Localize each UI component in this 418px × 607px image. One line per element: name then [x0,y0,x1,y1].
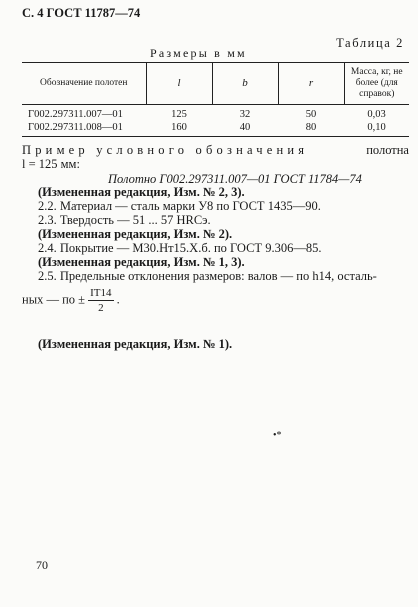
dimensions-table [22,62,409,137]
table-number: Таблица 2 [336,36,404,50]
table-row [22,105,409,122]
print-mark: •* [273,430,282,441]
fraction-denominator: 2 [98,302,104,314]
table-cell: Г002.297311.007—01 [28,109,123,120]
clause-2-4: 2.4. Покрытие — М30.Нт15.Х.б. по ГОСТ 9.306—85. [38,241,322,255]
col-header-r: r [278,63,344,105]
clause-2-2: 2.2. Материал — сталь марки У8 по ГОСТ 1435—90. [38,199,321,213]
table-cell: 0,10 [344,121,409,137]
col-header-designation: Обозначение полотен [22,63,146,105]
example-designation: Полотно Г002.297311.007—01 ГОСТ 11784—74 [108,172,362,186]
clause-2-5: 2.5. Предельные отклонения размеров: валов — по h14, осталь- [38,269,377,283]
table-cell: 32 [239,109,251,120]
table-cell: 0,03 [367,109,386,120]
page-header: С. 4 ГОСТ 11787—74 [22,6,141,20]
col-header-b: b [212,63,278,105]
edit-note: (Измененная редакция, Изм. № 1, 3). [38,255,245,269]
clause-2-5-suffix: . [116,292,120,307]
example-heading [22,143,409,157]
edit-note: (Измененная редакция, Изм. № 2). [38,227,233,241]
col-header-mass: Масса, кг, не более (для справок) [344,63,409,105]
page-number: 70 [36,558,48,572]
tolerance-fraction [88,286,113,315]
fraction-numerator: IT14 [90,287,112,299]
clause-2-5-continuation [22,286,120,315]
table-cell: 80 [278,121,344,137]
col-header-l: l [146,63,212,105]
clause-2-5-prefix: ных — по ± [22,292,86,307]
table-header-row [22,63,409,105]
example-heading-tail: полотна [366,143,409,157]
table-cell: 160 [146,121,212,137]
example-length: l = 125 мм: [22,157,80,171]
example-heading-text: Пример условного обозначения [22,143,309,157]
table-cell: 40 [212,121,278,137]
table-units: Размеры в мм [150,46,247,60]
table-cell: 50 [305,109,317,120]
edit-note: (Измененная редакция, Изм. № 1). [38,337,233,351]
table-row [22,121,409,137]
table-cell: Г002.297311.008—01 [22,121,146,137]
clause-2-3: 2.3. Твердость — 51 ... 57 HRCэ. [38,213,211,227]
edit-note: (Измененная редакция, Изм. № 2, 3). [38,185,245,199]
table-cell: 125 [171,109,187,120]
